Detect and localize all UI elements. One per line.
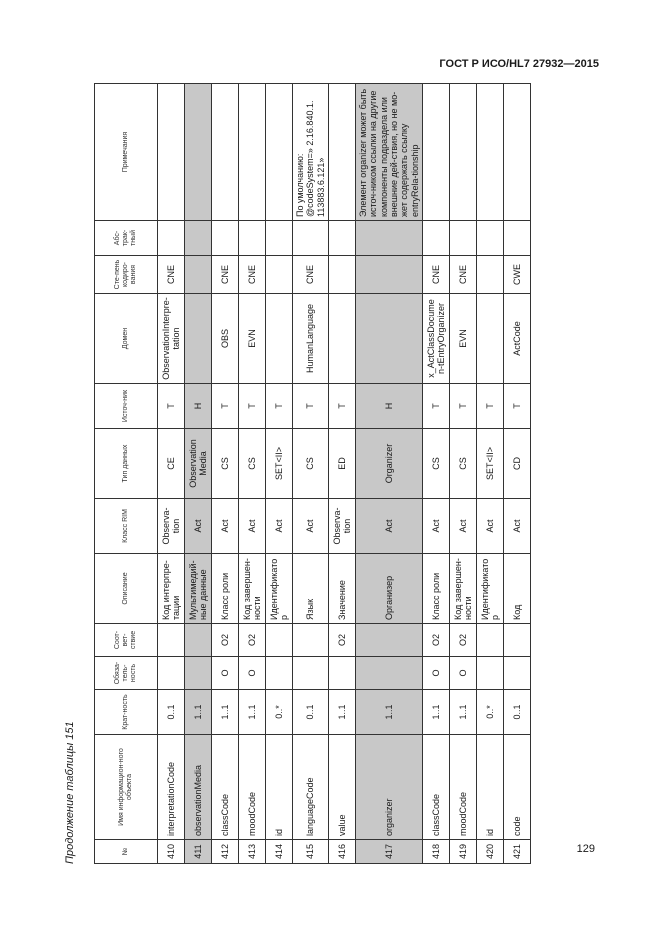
cell-data-type: SET<II> (266, 429, 293, 499)
cell-coding-strength (329, 256, 356, 294)
cell-abstract (212, 221, 239, 256)
cell-conformance (266, 624, 293, 657)
header-cell-mandatory: Обяза-тель-ность (95, 657, 158, 690)
cell-cardinality: 0..* (477, 690, 504, 735)
cell-data-type: CS (450, 429, 477, 499)
cell-object-name: moodCode (239, 735, 266, 840)
cell-data-type: CS (423, 429, 450, 499)
cell-domain: ObservationInterpre-tation (158, 294, 185, 384)
cell-number: 413 (239, 840, 266, 864)
header-cell-number: № (95, 840, 158, 864)
cell-cardinality: 1..1 (329, 690, 356, 735)
header-cell-domain: Домен (95, 294, 158, 384)
table-row (158, 84, 185, 864)
table-row (293, 84, 329, 864)
cell-data-type: CD (504, 429, 531, 499)
cell-rim-class: Act (239, 499, 266, 554)
cell-description: Организер (356, 554, 423, 624)
cell-object-name: moodCode (450, 735, 477, 840)
cell-rim-class: Act (293, 499, 329, 554)
cell-abstract (158, 221, 185, 256)
cell-object-name: classCode (212, 735, 239, 840)
cell-object-name: id (266, 735, 293, 840)
cell-object-name: organizer (356, 735, 423, 840)
cell-abstract (329, 221, 356, 256)
cell-abstract (423, 221, 450, 256)
cell-mandatory (504, 657, 531, 690)
cell-data-type: Observation Media (185, 429, 212, 499)
cell-abstract (477, 221, 504, 256)
cell-source: T (450, 384, 477, 429)
cell-domain: EVN (450, 294, 477, 384)
cell-mandatory: O (423, 657, 450, 690)
cell-conformance (504, 624, 531, 657)
cell-source: T (504, 384, 531, 429)
cell-source: T (329, 384, 356, 429)
cell-notes (239, 84, 266, 221)
cell-number: 410 (158, 840, 185, 864)
table-header-row (95, 84, 158, 864)
cell-conformance (477, 624, 504, 657)
cell-domain (477, 294, 504, 384)
cell-object-name: interpretationCode (158, 735, 185, 840)
cell-mandatory (356, 657, 423, 690)
cell-notes (266, 84, 293, 221)
cell-number: 411 (185, 840, 212, 864)
cell-data-type: SET<II> (477, 429, 504, 499)
cell-mandatory (158, 657, 185, 690)
cell-coding-strength (266, 256, 293, 294)
cell-mandatory: O (239, 657, 266, 690)
header-cell-description: Описание (95, 554, 158, 624)
cell-mandatory (329, 657, 356, 690)
cell-notes (329, 84, 356, 221)
cell-number: 415 (293, 840, 329, 864)
cell-cardinality: 0..1 (504, 690, 531, 735)
cell-conformance: O2 (423, 624, 450, 657)
cell-conformance (293, 624, 329, 657)
cell-data-type: CS (212, 429, 239, 499)
cell-mandatory (185, 657, 212, 690)
cell-rim-class: Act (423, 499, 450, 554)
cell-abstract (450, 221, 477, 256)
cell-domain (356, 294, 423, 384)
cell-source: T (239, 384, 266, 429)
cell-description: Код (504, 554, 531, 624)
cell-description: Код интерпре-тации (158, 554, 185, 624)
cell-domain (329, 294, 356, 384)
cell-object-name: observationMedia (185, 735, 212, 840)
cell-data-type: Organizer (356, 429, 423, 499)
cell-number: 412 (212, 840, 239, 864)
table-row (329, 84, 356, 864)
cell-data-type: ED (329, 429, 356, 499)
table-row (423, 84, 450, 864)
cell-coding-strength: CWE (504, 256, 531, 294)
cell-domain: x_ActClassDocumen-tEntryOrganizer (423, 294, 450, 384)
rotated-table-area (64, 84, 604, 864)
cell-source: H (356, 384, 423, 429)
cell-coding-strength: CNE (293, 256, 329, 294)
cell-rim-class: Act (504, 499, 531, 554)
cell-object-name: classCode (423, 735, 450, 840)
header-cell-notes: Примечания (95, 84, 158, 221)
cell-cardinality: 0..* (266, 690, 293, 735)
cell-coding-strength: CNE (450, 256, 477, 294)
cell-rim-class: Act (212, 499, 239, 554)
cell-source: T (293, 384, 329, 429)
cell-source: T (158, 384, 185, 429)
cell-description: Мультимедий-ные данные (185, 554, 212, 624)
cell-notes: Элемент organizer может быть источ-ником ссылки на другие компоненты подраздела или внешние дей-ствия, но не мо-жет содержать ссылку entryRela-tionship (356, 84, 423, 221)
cell-cardinality: 1..1 (212, 690, 239, 735)
cell-coding-strength (185, 256, 212, 294)
header-cell-data-type: Тип данных (95, 429, 158, 499)
header-cell-abstract: Абс-трак-тный (95, 221, 158, 256)
table-row (185, 84, 212, 864)
cell-notes (158, 84, 185, 221)
cell-abstract (356, 221, 423, 256)
cell-number: 420 (477, 840, 504, 864)
cell-conformance: O2 (450, 624, 477, 657)
cell-description: Класс роли (423, 554, 450, 624)
cell-description: Идентификатор (477, 554, 504, 624)
cell-abstract (293, 221, 329, 256)
table-caption: Продолжение таблицы 151 (64, 721, 76, 864)
cell-data-type: CS (293, 429, 329, 499)
cell-notes (423, 84, 450, 221)
cell-conformance: O2 (212, 624, 239, 657)
cell-description: Код завершен-ности (450, 554, 477, 624)
cell-source: T (477, 384, 504, 429)
cell-mandatory (477, 657, 504, 690)
cell-notes (185, 84, 212, 221)
document-standard-code: ГОСТ Р ИСО/HL7 27932—2015 (439, 58, 599, 70)
cell-source: T (212, 384, 239, 429)
cell-mandatory: O (450, 657, 477, 690)
cell-abstract (185, 221, 212, 256)
cell-abstract (266, 221, 293, 256)
cell-rim-class: Observa-tion (329, 499, 356, 554)
cell-conformance (158, 624, 185, 657)
cell-object-name: code (504, 735, 531, 840)
cell-object-name: value (329, 735, 356, 840)
cell-notes (450, 84, 477, 221)
cell-rim-class: Act (185, 499, 212, 554)
cell-source: H (185, 384, 212, 429)
cell-cardinality: 0..1 (293, 690, 329, 735)
cell-coding-strength: CNE (239, 256, 266, 294)
cell-coding-strength (356, 256, 423, 294)
cell-coding-strength: CNE (158, 256, 185, 294)
table-row (450, 84, 477, 864)
cell-conformance (185, 624, 212, 657)
cell-cardinality: 1..1 (423, 690, 450, 735)
cell-mandatory (266, 657, 293, 690)
cell-description: Язык (293, 554, 329, 624)
cell-rim-class: Act (450, 499, 477, 554)
cell-data-type: CE (158, 429, 185, 499)
cell-number: 419 (450, 840, 477, 864)
cell-source: T (423, 384, 450, 429)
cell-number: 418 (423, 840, 450, 864)
table-row (212, 84, 239, 864)
cell-domain (185, 294, 212, 384)
cell-notes (477, 84, 504, 221)
cell-domain (266, 294, 293, 384)
page-number: 129 (576, 843, 595, 855)
cell-description: Значение (329, 554, 356, 624)
table-row (477, 84, 504, 864)
cell-domain: EVN (239, 294, 266, 384)
header-cell-conformance: Соот-вет-ствие (95, 624, 158, 657)
cell-cardinality: 1..1 (356, 690, 423, 735)
cell-notes (212, 84, 239, 221)
cell-description: Класс роли (212, 554, 239, 624)
table-row (266, 84, 293, 864)
cell-conformance: O2 (329, 624, 356, 657)
cell-cardinality: 1..1 (450, 690, 477, 735)
cell-source: T (266, 384, 293, 429)
cell-data-type: CS (239, 429, 266, 499)
cell-coding-strength: CNE (423, 256, 450, 294)
table-row (504, 84, 531, 864)
cell-rim-class: Act (356, 499, 423, 554)
header-cell-coding-strength: Сте-пень кодиро-вания (95, 256, 158, 294)
cell-number: 416 (329, 840, 356, 864)
cell-abstract (239, 221, 266, 256)
header-cell-source: Источ-ник (95, 384, 158, 429)
header-cell-rim-class: Класс RIM (95, 499, 158, 554)
cell-domain: OBS (212, 294, 239, 384)
cell-notes (504, 84, 531, 221)
cell-mandatory: O (212, 657, 239, 690)
cell-domain: ActCode (504, 294, 531, 384)
cell-mandatory (293, 657, 329, 690)
cell-conformance: O2 (239, 624, 266, 657)
cell-coding-strength: CNE (212, 256, 239, 294)
cell-number: 414 (266, 840, 293, 864)
cell-rim-class: Act (266, 499, 293, 554)
cell-notes: По умолчанию: @codeSystem=» 2.16.840.1. 113883.6.121» (293, 84, 329, 221)
table-row (239, 84, 266, 864)
cell-number: 421 (504, 840, 531, 864)
cell-conformance (356, 624, 423, 657)
cell-cardinality: 1..1 (239, 690, 266, 735)
header-cell-object-name: Имя информацион-ного объекта (95, 735, 158, 840)
cell-number: 417 (356, 840, 423, 864)
cell-object-name: id (477, 735, 504, 840)
specification-table (94, 83, 531, 864)
cell-domain: HumanLanguage (293, 294, 329, 384)
cell-cardinality: 1..1 (185, 690, 212, 735)
header-cell-cardinality: Крат-ность (95, 690, 158, 735)
cell-object-name: languageCode (293, 735, 329, 840)
table-row (356, 84, 423, 864)
cell-abstract (504, 221, 531, 256)
cell-coding-strength (477, 256, 504, 294)
cell-description: Идентификатор (266, 554, 293, 624)
cell-cardinality: 0..1 (158, 690, 185, 735)
cell-rim-class: Act (477, 499, 504, 554)
cell-rim-class: Observa-tion (158, 499, 185, 554)
cell-description: Код завершен-ности (239, 554, 266, 624)
